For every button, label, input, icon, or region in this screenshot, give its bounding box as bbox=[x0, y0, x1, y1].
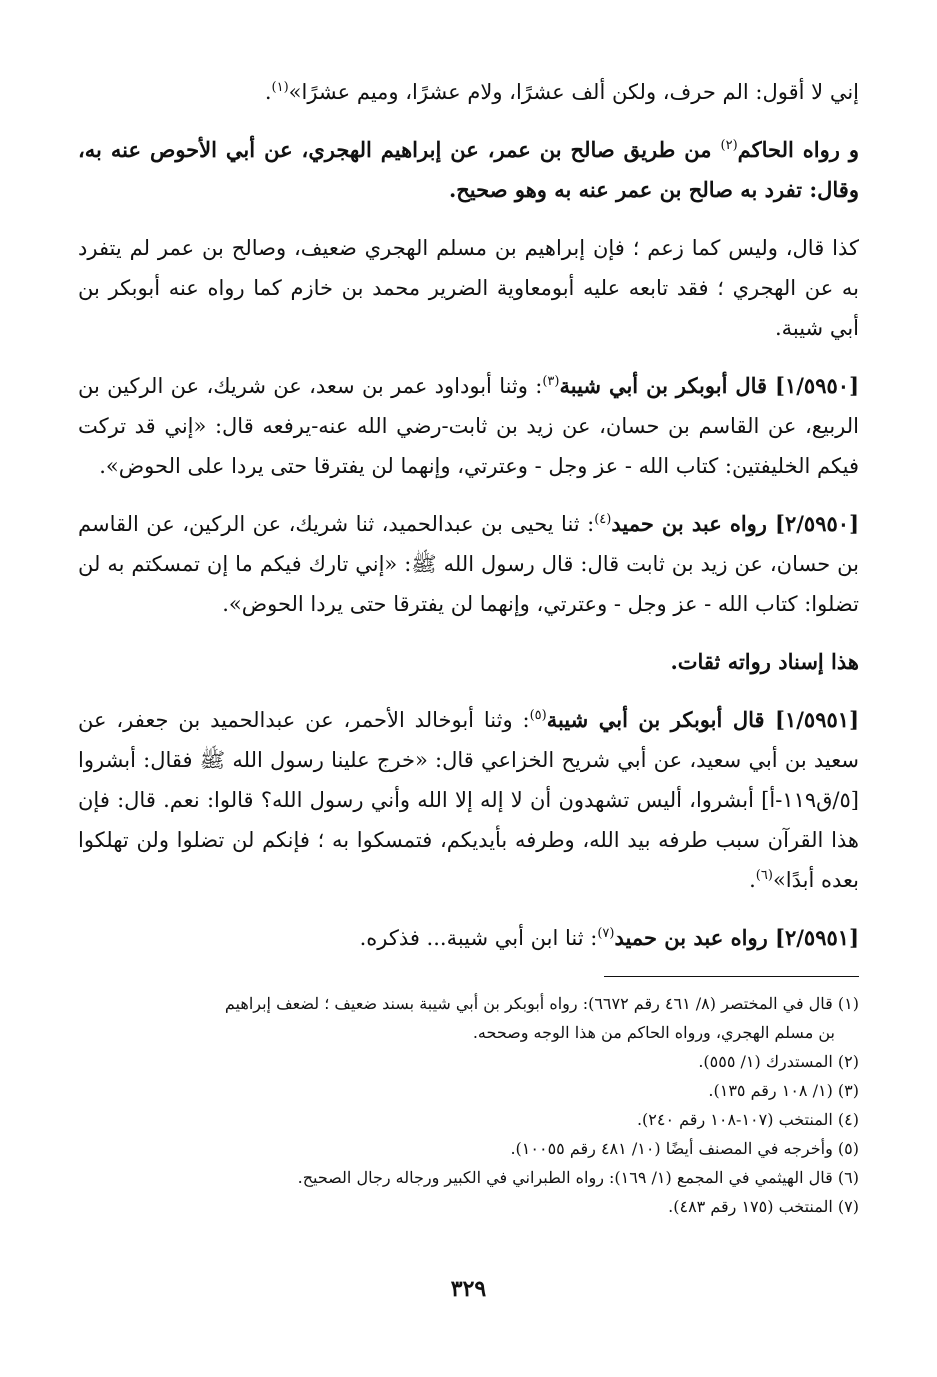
text-segment: : وثنا أبوخالد الأحمر، عن عبدالحميد بن جعفر، عن سعيد بن أبي سعيد، عن أبي شريح الخزاعي قال: «خرج علينا رسول الله ﷺ فقال: أبشروا [٥/ق١١٩-أ] أبشروا، أليس تشهدون أن لا إله إلا الله وأني رسول الله؟ قالوا: نعم. قال: فإن هذا القرآن سبب طرفه بيد الله، وطرفه بأيديكم، فتمسكوا به ؛ فإنكم لن تضلوا ولن تهلكوا بعده أبدًا» bbox=[78, 708, 859, 892]
text-segment: [١/٥٩٥١] قال أبوبكر بن أبي شيبة bbox=[546, 707, 859, 732]
paragraph bbox=[78, 130, 859, 210]
paragraph bbox=[78, 228, 859, 348]
paragraph bbox=[78, 918, 859, 958]
text-segment: [١/٥٩٥٠] قال أبوبكر بن أبي شيبة bbox=[559, 373, 859, 398]
text-segment: . bbox=[749, 868, 756, 892]
footnote: (٢) المستدرك (١/ ٥٥٥). bbox=[698, 1052, 859, 1071]
text-segment: و رواه الحاكم bbox=[737, 137, 860, 162]
footnote-marker: (٣) bbox=[542, 374, 560, 389]
footnote-marker: (٥) bbox=[529, 708, 547, 723]
footnote: (٧) المنتخب (١٧٥ رقم ٤٨٣). bbox=[668, 1197, 859, 1216]
text-segment: كذا قال، وليس كما زعم ؛ فإن إبراهيم بن مسلم الهجري ضعيف، وصالح بن عمر لم يتفرد به عن الهجري ؛ فقد تابعه عليه أبومعاوية الضرير محمد بن خازم كما رواه عنه أبوبكر بن أبي شيبة. bbox=[78, 236, 859, 340]
text-segment: هذا إسناد رواته ثقات. bbox=[670, 649, 859, 674]
footnote: (٥) وأخرجه في المصنف أيضًا (١٠/ ٤٨١ رقم ١٠٠٥٥). bbox=[510, 1139, 859, 1158]
footnote-marker: (٧) bbox=[597, 926, 615, 941]
text-segment: : ثنا يحيى بن عبدالحميد، ثنا شريك، عن الركين، عن القاسم بن حسان، عن زيد بن ثابت قال: قال رسول الله ﷺ: «إني تارك فيكم ما إن تمسكتم به لن تضلوا: كتاب الله - عز وجل - وعترتي، وإنهما لن يفترقا حتى يردا الحوض». bbox=[78, 512, 859, 616]
footnote-marker: (١) bbox=[271, 80, 289, 95]
page-number: ٣٢٩ bbox=[450, 1276, 487, 1302]
footnote-marker: (٦) bbox=[755, 868, 773, 883]
footnote: (٤) المنتخب (١٠٧-١٠٨ رقم ٢٤٠). bbox=[636, 1110, 859, 1129]
text-segment: : ثنا ابن أبي شيبة... فذكره. bbox=[359, 926, 598, 950]
footnote-marker: (٤) bbox=[594, 512, 612, 527]
text-segment: من طريق صالح بن عمر، عن إبراهيم الهجري، عن أبي الأحوص عنه به، وقال: تفرد به صالح بن عمر عنه به وهو صحيح. bbox=[78, 137, 859, 202]
footnote: (٦) قال الهيثمي في المجمع (١/ ١٦٩): رواه الطبراني في الكبير ورجاله رجال الصحيح. bbox=[297, 1168, 859, 1187]
main-text bbox=[78, 72, 859, 958]
text-segment: [٢/٥٩٥١] رواه عبد بن حميد bbox=[614, 925, 859, 950]
footnote: (١) قال في المختصر (٨/ ٤٦١ رقم ٦٦٧٢): رواه أبوبكر بن أبي شيبة بسند ضعيف ؛ لضعف إبراهيم bbox=[224, 994, 859, 1013]
footnote: بن مسلم الهجري، ورواه الحاكم من هذا الوجه وصححه. bbox=[472, 1023, 835, 1042]
text-segment: . bbox=[264, 80, 272, 104]
footnote: (٣) (١/ ١٠٨ رقم ١٣٥). bbox=[708, 1081, 859, 1100]
paragraph bbox=[78, 642, 859, 682]
text-segment: [٢/٥٩٥٠] رواه عبد بن حميد bbox=[611, 511, 859, 536]
footnote-separator bbox=[604, 976, 859, 977]
footnote-marker: (٢) bbox=[720, 138, 738, 153]
paragraph bbox=[78, 700, 859, 900]
text-segment: : وثنا أبوداود عمر بن سعد، عن شريك، عن الركين بن الربيع، عن القاسم بن حسان، عن زيد بن ثابت-رضي الله عنه-يرفعه قال: «إني قد تركت فيكم الخليفتين: كتاب الله - عز وجل - وعترتي، وإنهما لن يفترقا حتى يردا على الحوض». bbox=[78, 374, 859, 478]
paragraph bbox=[78, 504, 859, 624]
text-segment: إني لا أقول: الم حرف، ولكن ألف عشرًا، ولام عشرًا، وميم عشرًا» bbox=[288, 80, 859, 104]
paragraph bbox=[78, 366, 859, 486]
paragraph bbox=[78, 72, 859, 112]
footnotes bbox=[78, 989, 859, 1221]
